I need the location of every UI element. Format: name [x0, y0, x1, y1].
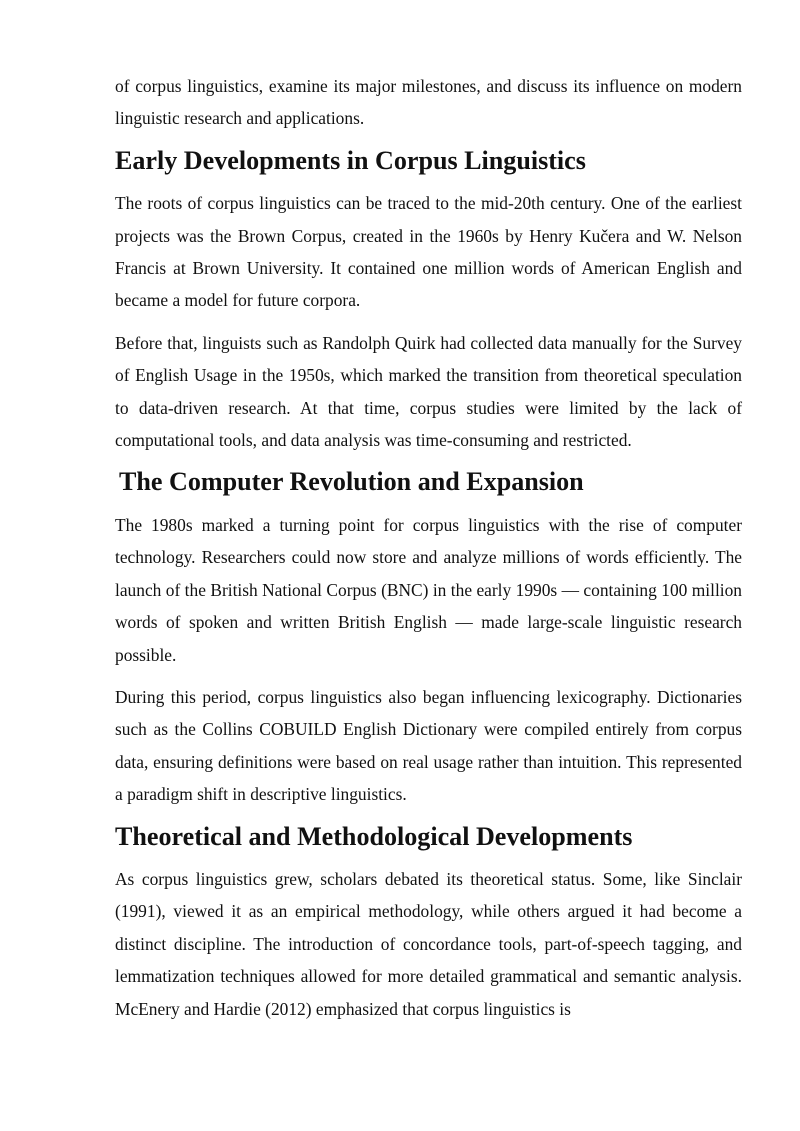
paragraph-brown-corpus: The roots of corpus linguistics can be traced to the mid-20th century. One of the earliest projects was the Brown Corpus, created in the 1960s by Henry Kučera and W. Nelson Francis at Brown University. It contained one million words of American English and became a model for future corpora.	[115, 193, 742, 311]
paragraph-survey-english-usage: Before that, linguists such as Randolph Quirk had collected data manually for the Survey of English Usage in the 1950s, which marked the transition from theoretical speculation to data-driven research. At that time, corpus studies were limited by the lack of computational tools, and data analysis was time-consuming and restricted.	[115, 332, 742, 451]
section-heading-theoretical-developments: Theoretical and Methodological Developments	[115, 821, 633, 851]
section-heading-early-developments: Early Developments in Corpus Linguistics	[115, 145, 586, 175]
document-page	[115, 70, 742, 1035]
paragraph-lexicography: During this period, corpus linguistics also began influencing lexicography. Dictionaries such as the Collins COBUILD English Dictionary were compiled entirely from corpus data, ensuring definitions were based on real usage rather than intuition. This represented a paradigm shift in descriptive linguistics.	[115, 686, 742, 805]
paragraph-1980s-bnc: The 1980s marked a turning point for corpus linguistics with the rise of computer technology. Researchers could now store and analyze millions of words efficiently. The launch of the British National Corpus (BNC) in the early 1990s — containing 100 million words of spoken and written British English — made large-scale linguistic research possible.	[115, 514, 742, 665]
paragraph-theoretical-status: As corpus linguistics grew, scholars debated its theoretical status. Some, like Sinclair (1991), viewed it as an empirical methodology, while others argued it had become a distinct discipline. The introduction of concordance tools, part-of-speech tagging, and lemmatization techniques allowed for more detailed grammatical and semantic analysis. McEnery and Hardie (2012) emphasized that corpus linguistics is	[115, 868, 742, 1019]
intro-paragraph: of corpus linguistics, examine its major milestones, and discuss its influence on modern linguistic research and applications.	[115, 76, 742, 129]
section-heading-computer-revolution: The Computer Revolution and Expansion	[119, 467, 584, 497]
